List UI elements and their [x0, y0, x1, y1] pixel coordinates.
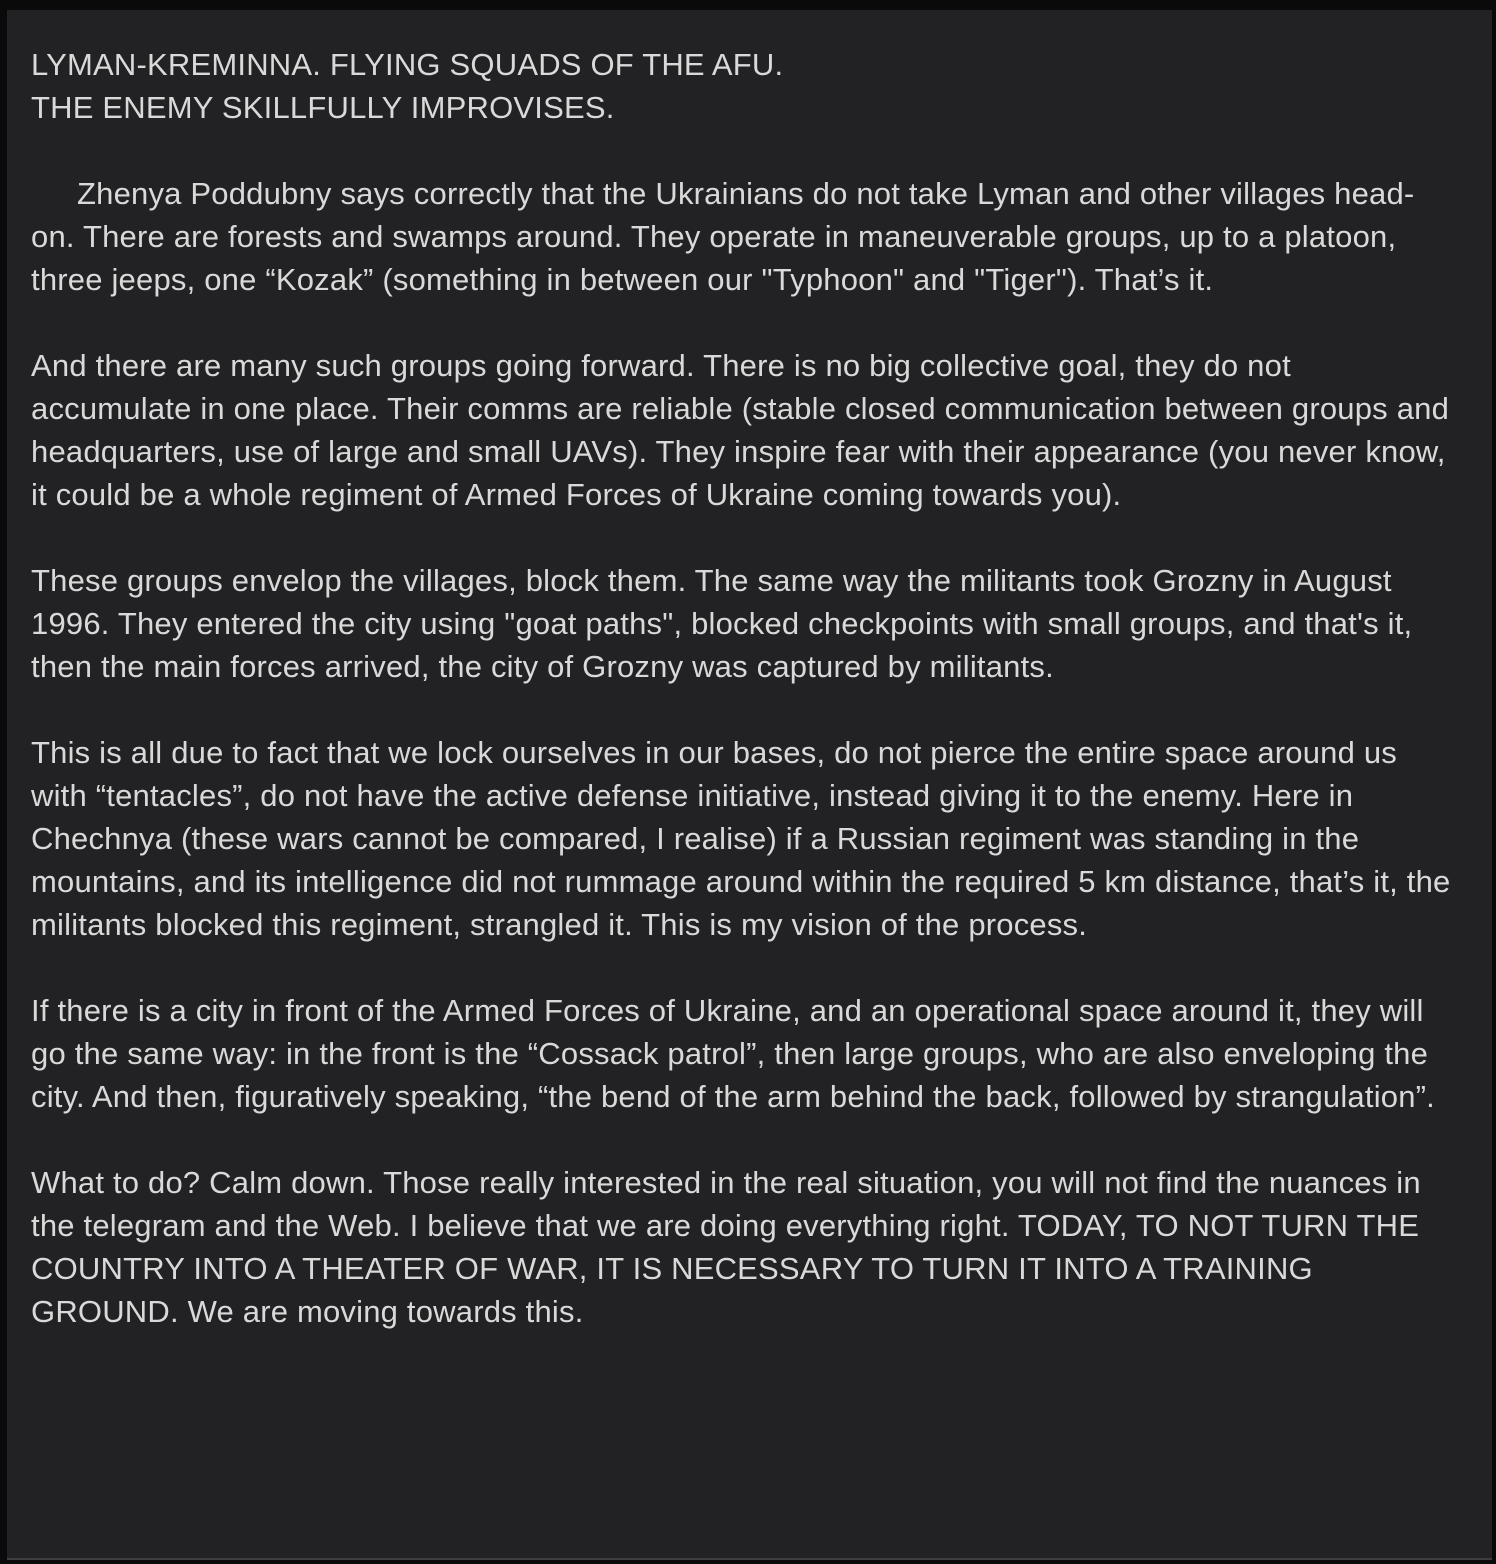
title-line-2: THE ENEMY SKILLFULLY IMPROVISES.: [31, 90, 615, 125]
post-title: [31, 43, 1454, 129]
paragraph-6: What to do? Calm down. Those really interested in the real situation, you will not find the nuances in the telegram and the Web. I believe that we are doing everything right. TODAY, TO NOT TURN THE COUNTRY INTO A THEATER OF WAR, IT IS NECESSARY TO TURN IT INTO A TRAINING GROUND. We are moving towards this.: [31, 1165, 1421, 1329]
paragraph-1: Zhenya Poddubny says correctly that the Ukrainians do not take Lyman and other villages head-on. There are forests and swamps around. They operate in maneuverable groups, up to a platoon, three jeeps, one “Kozak” (something in between our "Typhoon" and "Tiger"). That’s it.: [31, 176, 1415, 297]
post-body: [7, 10, 1492, 1333]
paragraph-5: If there is a city in front of the Armed Forces of Ukraine, and an operational space around it, they will go the same way: in the front is the “Cossack patrol”, then large groups, who are also enveloping the city. And then, figuratively speaking, “the bend of the arm behind the back, followed by strangulation”.: [31, 993, 1435, 1114]
paragraph-4: This is all due to fact that we lock ourselves in our bases, do not pierce the entire space around us with “tentacles”, do not have the active defense initiative, instead giving it to the enemy. Here in Chechnya (these wars cannot be compared, I realise) if a Russian regiment was standing in the mountains, and its intelligence did not rummage around within the required 5 km distance, that’s it, the militants blocked this regiment, strangled it. This is my vision of the process.: [31, 735, 1451, 942]
paragraph-2: And there are many such groups going forward. There is no big collective goal, they do not accumulate in one place. Their comms are reliable (stable closed communication between groups and headquarters, use of large and small UAVs). They inspire fear with their appearance (you never know, it could be a whole regiment of Armed Forces of Ukraine coming towards you).: [31, 348, 1450, 512]
title-line-1: LYMAN-KREMINNA. FLYING SQUADS OF THE AFU.: [31, 47, 784, 82]
paragraph-3: These groups envelop the villages, block them. The same way the militants took Grozny in August 1996. They entered the city using "goat paths", blocked checkpoints with small groups, and that's it, then the main forces arrived, the city of Grozny was captured by militants.: [31, 563, 1413, 684]
text-post-panel: [7, 10, 1492, 1560]
